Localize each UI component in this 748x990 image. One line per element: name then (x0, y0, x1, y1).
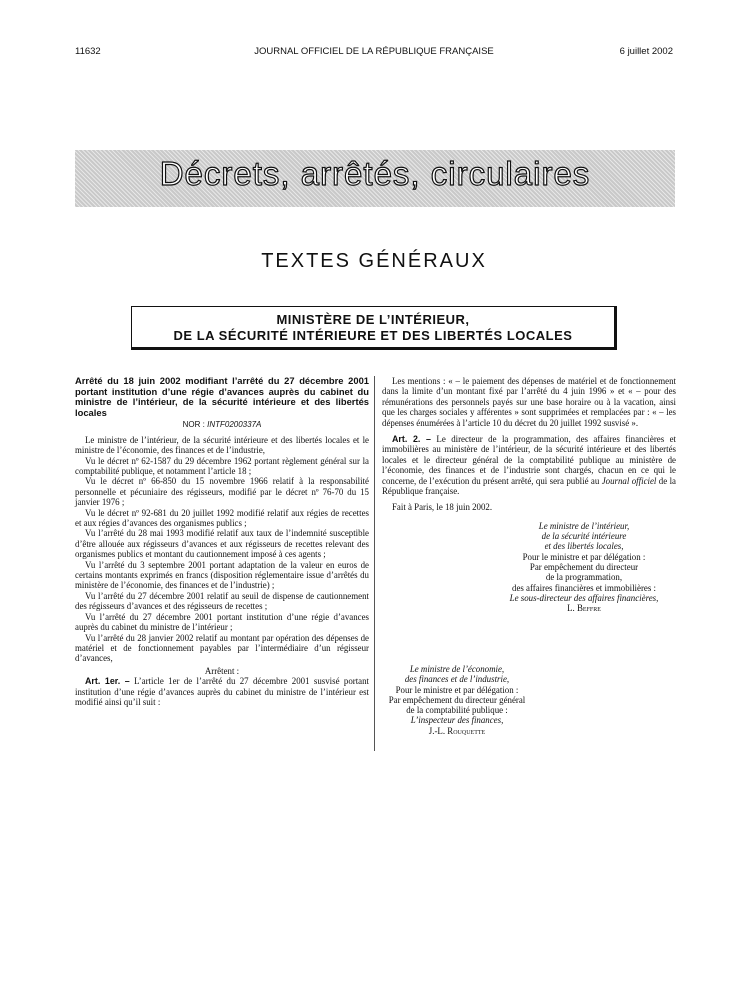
page-number: 11632 (75, 46, 101, 57)
signature-line: Par empêchement du directeur général (388, 694, 526, 705)
nor-label: NOR : (182, 420, 205, 430)
journal-title: JOURNAL OFFICIEL DE LA RÉPUBLIQUE FRANÇAISE (254, 46, 494, 57)
signatory-name: J.-L. Rouquette (428, 725, 486, 736)
nor-reference (75, 420, 369, 430)
preamble-paragraph: Vu le décret nº 62-1587 du 29 décembre 1962 portant règlement général sur la comptabilité publique, et notamment l’article 18 ; (75, 455, 369, 476)
left-column (75, 376, 369, 707)
article-2 (382, 434, 676, 496)
article-2-text-after: de la République française. (382, 475, 676, 497)
banner-title: Décrets, arrêtés, circulaires (159, 155, 591, 192)
preamble-paragraph: Le ministre de l’intérieur, de la sécurité intérieure et des libertés locales et le ministre de l’économie, des finances et de l’industrie, (75, 434, 369, 456)
signature-line: de la comptabilité publique : (406, 705, 508, 716)
article-1-continued: Les mentions : « – le paiement des dépenses de matériel et de fonctionnement dans la limite d’un montant fixé par l’arrêté du 4 juin 1996 » et « – pour des rémunérations des personnels payés sur une base horaire ou à la vacation, ainsi que les charges sociales y afférentes » sont supprimées et remplacées par : « – les dépenses énumérées à l’article 10 du décret du 20 juillet 1992 susvisé ». (382, 376, 676, 428)
right-column (382, 376, 676, 614)
preamble-paragraph: Vu le décret nº 92-681 du 20 juillet 1992 modifié relatif aux régies de recettes et aux régies d’avances des organismes publics ; (75, 507, 369, 529)
article-1 (75, 676, 369, 707)
signature-line: Pour le ministre et par délégation : (395, 684, 519, 695)
article-1-text: L’article 1er de l’arrêté du 27 décembre 2001 susvisé portant institution d’une régie d’avances auprès du cabinet du ministre de l’intérieur est modifié ainsi qu’il suit : (75, 676, 370, 707)
nor-value: INTF0200337A (207, 420, 262, 430)
preamble-paragraph: Vu l’arrêté du 3 septembre 2001 portant adaptation de la valeur en euros de certains montants exprimés en francs (disposition réglementaire issue d’arrêtés du ministère de l’économie, des finances et de l’industrie) ; (75, 559, 369, 591)
publication-date: 6 juillet 2002 (619, 46, 673, 57)
signature-line: des affaires financières et immobilières : (512, 582, 656, 593)
preamble-paragraph: Vu l’arrêté du 27 décembre 2001 relatif au seuil de dispense de cautionnement des régisseurs d’avances et des régisseurs de recettes ; (75, 590, 369, 612)
decree-title: Arrêté du 18 juin 2002 modifiant l’arrêté du 27 décembre 2001 portant institution d’une régie d’avances auprès du cabinet du ministre de l’intérieur, de la sécurité intérieure et des libertés locales (75, 375, 369, 418)
arretent-label: Arrêtent : (204, 665, 240, 676)
signature-line: Le sous-directeur des affaires financières, (509, 592, 659, 603)
signature-block-interior (492, 521, 676, 614)
preamble-paragraph: Vu le décret nº 66-850 du 15 novembre 1966 relatif à la responsabilité personnelle et pécuniaire des régisseurs, modifié par le décret nº 76-70 du 15 janvier 1976 ; (75, 476, 369, 508)
preamble-paragraph: Vu l’arrêté du 28 janvier 2002 relatif au montant par opération des dépenses de matériel et de fonctionnement payables par l’intermédiaire d’un régisseur d’avances, (75, 632, 369, 664)
article-2-text-before: Le directeur de la programmation, des affaires financières et immobilières au ministère de l’intérieur, de la sécurité intérieure et des libertés locales et le directeur général de la comptabilité publique au ministère de l’économie, des finances et de l’industrie sont chargés, chacun en ce qui le concerne, de l’exécution du présent arrêté, qui sera publié au (382, 434, 677, 486)
column-divider (374, 376, 375, 751)
signature-line: L’inspecteur des finances, (410, 715, 504, 726)
signature-line: Pour le ministre et par délégation : (522, 551, 646, 562)
signature-line: de la sécurité intérieure (541, 531, 627, 542)
signature-line: Le ministre de l’économie, (409, 664, 505, 674)
preamble-paragraph: Vu l’arrêté du 27 décembre 2001 portant institution d’une régie d’avances auprès du cabinet du ministre de l’intérieur ; (75, 611, 369, 633)
article-1-label: Art. 1er. – (85, 676, 130, 687)
section-banner (75, 150, 675, 207)
signature-line: Par empêchement du directeur (529, 562, 639, 573)
ministry-heading-box (131, 306, 617, 350)
article-2-label: Art. 2. – (392, 434, 431, 445)
signature-line: Le ministre de l’intérieur, (538, 520, 630, 531)
ministry-line-2: DE LA SÉCURITÉ INTÉRIEURE ET DES LIBERTÉS LOCALES (173, 328, 573, 343)
preamble-paragraph: Vu l’arrêté du 28 mai 1993 modifié relatif aux taux de l’indemnité susceptible d’être allouée aux régisseurs d’avances et aux régisseurs de recettes relevant des organismes publics et montant du cautionnement imposé à ces agents ; (75, 528, 369, 560)
signature-line: et des libertés locales, (544, 541, 624, 552)
ministry-line-1: MINISTÈRE DE L’INTÉRIEUR, (276, 312, 470, 327)
journal-reference: Journal officiel (601, 475, 657, 486)
signature-line: des finances et de l’industrie, (404, 674, 510, 685)
signature-line: de la programmation, (545, 572, 623, 583)
signature-block-economy (382, 664, 532, 736)
section-title: TEXTES GÉNÉRAUX (261, 250, 487, 272)
done-at: Fait à Paris, le 18 juin 2002. (392, 502, 493, 513)
signatory-name: L. Beffre (567, 603, 601, 614)
